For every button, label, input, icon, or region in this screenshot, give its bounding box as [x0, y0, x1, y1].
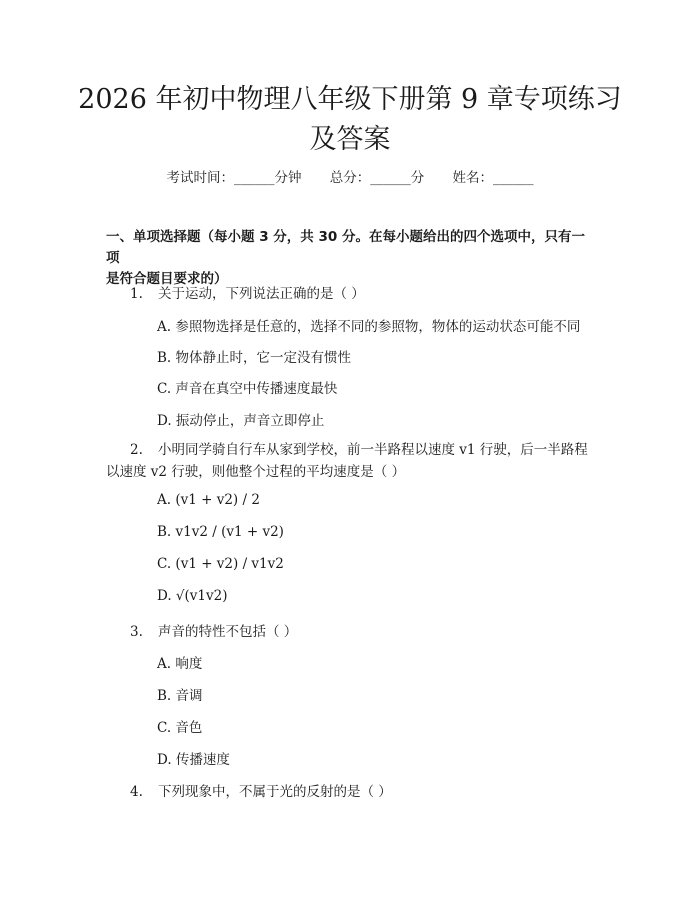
question-number: 1. — [130, 286, 143, 302]
section-heading-line-2: 是符合题目要求的） — [106, 271, 228, 287]
question-number: 3. — [130, 624, 143, 640]
title-line-1: 2026 年初中物理八年级下册第 9 章专项练习 — [78, 84, 622, 115]
question-text: 关于运动，下列说法正确的是（ ） — [158, 286, 365, 302]
question-3 — [130, 620, 297, 640]
question-text-line-2: 以速度 v2 行驶，则他整个过程的平均速度是（ ） — [106, 464, 406, 480]
question-4 — [130, 780, 392, 800]
section-heading-line-1: 一、单项选择题（每小题 3 分，共 30 分。在每小题给出的四个选项中，只有一项 — [106, 229, 585, 266]
question-number: 2. — [130, 442, 143, 458]
question-1-option-b: B. 物体静止时，它一定没有惯性 — [157, 350, 352, 366]
question-2-option-a: A. (v1 + v2) / 2 — [157, 492, 260, 508]
question-2-option-b: B. v1v2 / (v1 + v2) — [157, 524, 284, 540]
question-2 — [106, 439, 598, 483]
exam-total-score: 总分：______分 — [329, 170, 425, 186]
question-1 — [130, 282, 365, 302]
title-line-2: 及答案 — [309, 124, 391, 155]
question-text: 声音的特性不包括（ ） — [158, 624, 298, 640]
question-3-option-d: D. 传播速度 — [157, 752, 230, 768]
question-text-line-1: 小明同学骑自行车从家到学校，前一半路程以速度 v1 行驶，后一半路程 — [158, 442, 588, 458]
question-2-option-d: D. √(v1v2) — [157, 588, 228, 604]
question-1-option-a: A. 参照物选择是任意的，选择不同的参照物，物体的运动状态可能不同 — [157, 319, 581, 335]
question-3-option-c: C. 音色 — [157, 720, 203, 736]
question-3-option-b: B. 音调 — [157, 688, 203, 704]
question-2-option-c: C. (v1 + v2) / v1v2 — [157, 556, 284, 572]
exam-time: 考试时间：______分钟 — [166, 170, 302, 186]
question-number: 4. — [130, 784, 143, 800]
question-1-option-c: C. 声音在真空中传播速度最快 — [157, 381, 338, 397]
question-text: 下列现象中，不属于光的反射的是（ ） — [158, 784, 392, 800]
student-name: 姓名：______ — [452, 170, 534, 186]
question-1-option-d: D. 振动停止，声音立即停止 — [157, 413, 325, 429]
section-heading — [106, 227, 598, 290]
exam-meta — [0, 166, 700, 186]
question-3-option-a: A. 响度 — [157, 656, 203, 672]
page-title — [0, 80, 700, 160]
